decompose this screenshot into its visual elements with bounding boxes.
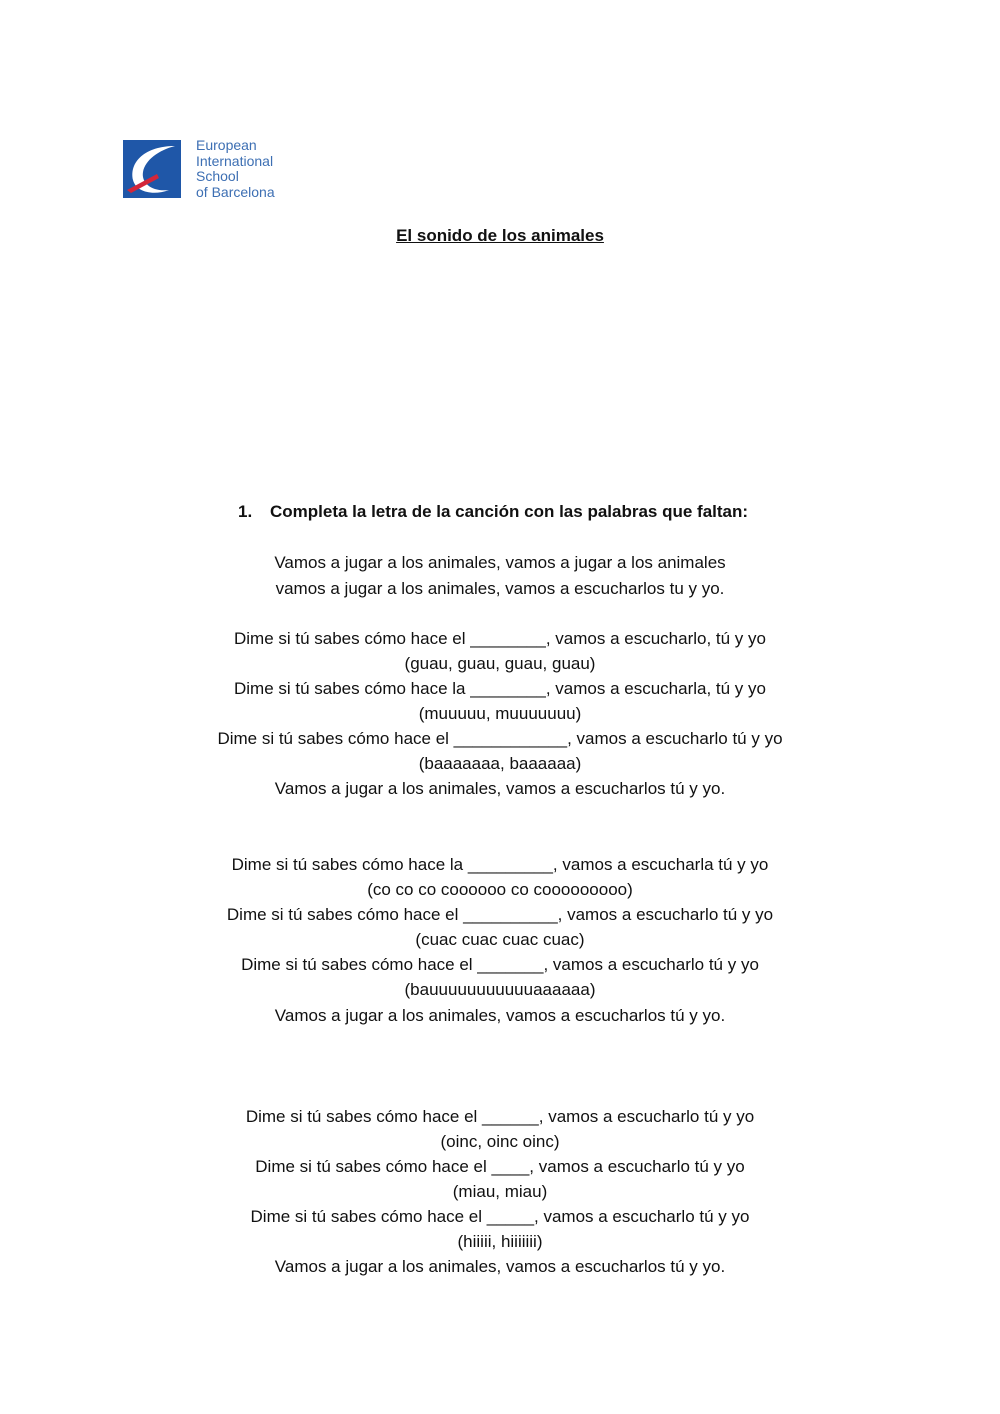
lyric-line: Dime si tú sabes cómo hace el ____________, vamos a escucharlo tú y yo [217,729,783,748]
lyric-line: Dime si tú sabes cómo hace la ________, vamos a escucharla, tú y yo [233,679,766,698]
sound-line: (guau, guau, guau, guau) [404,654,596,673]
sound-line: (cuac cuac cuac cuac) [415,930,585,949]
lyric-line: Dime si tú sabes cómo hace el _____, vamos a escucharlo tú y yo [250,1207,750,1226]
sound-line: (miau, miau) [452,1182,548,1201]
sound-line: (bauuuuuuuuuuuaaaaaa) [404,980,596,999]
exercise-instruction-text: Completa la letra de la canción con las palabras que faltan: [270,502,749,521]
school-name-line: of Barcelona [196,183,275,200]
school-name-line: School [196,168,239,184]
exercise-number: 1. [238,502,253,521]
chorus-line: Vamos a jugar a los animales, vamos a escucharlos tú y yo. [274,1006,726,1025]
lyric-line: Dime si tú sabes cómo hace el __________, vamos a escucharlo tú y yo [226,905,774,924]
page-title: El sonido de los animales [396,226,604,245]
sound-line: (co co co coooooo co cooooooooo) [367,880,633,899]
school-name-line: International [196,152,274,169]
school-name-line: European [196,137,257,153]
chorus-line: vamos a jugar a los animales, vamos a escucharlos tu y yo. [275,579,725,598]
sound-line: (muuuuu, muuuuuuu) [418,704,582,723]
exercise-instruction [238,502,748,522]
chorus-line: Vamos a jugar a los animales, vamos a escucharlos tú y yo. [274,1257,726,1276]
lyric-line: Dime si tú sabes cómo hace el ______, vamos a escucharlo tú y yo [245,1107,755,1126]
school-emblem-icon [123,140,181,198]
sound-line: (hiiiii, hiiiiiii) [457,1232,543,1251]
chorus-line: Vamos a jugar a los animales, vamos a jugar a los animales [274,553,726,572]
lyric-line: Dime si tú sabes cómo hace la _________, vamos a escucharla tú y yo [231,855,769,874]
school-logo [123,138,293,202]
school-name [196,138,275,200]
lyric-line: Dime si tú sabes cómo hace el ________, vamos a escucharlo, tú y yo [233,629,766,648]
lyric-line: Dime si tú sabes cómo hace el _______, vamos a escucharlo tú y yo [241,955,759,974]
chorus-line: Vamos a jugar a los animales, vamos a escucharlos tú y yo. [274,779,726,798]
sound-line: (baaaaaaa, baaaaaa) [418,754,582,773]
sound-line: (oinc, oinc oinc) [440,1132,560,1151]
lyric-line: Dime si tú sabes cómo hace el ____, vamos a escucharlo tú y yo [255,1157,745,1176]
